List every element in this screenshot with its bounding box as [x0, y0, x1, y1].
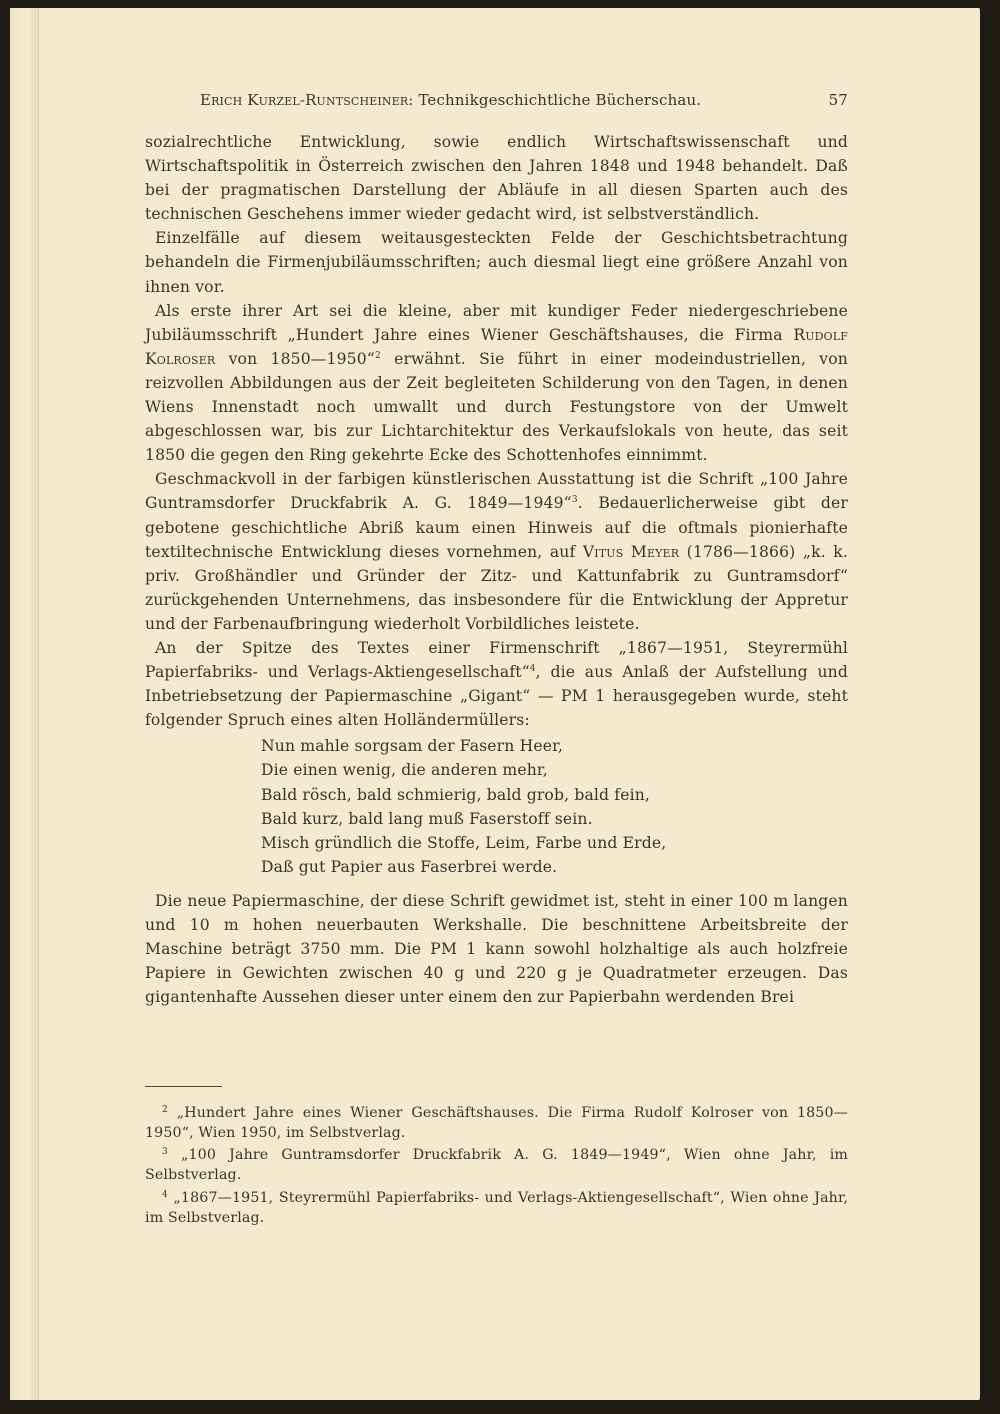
footnote-number: 3 [162, 1147, 168, 1158]
paragraph [145, 636, 848, 732]
footnote-number: 4 [162, 1189, 168, 1200]
paragraph: Die neue Papiermaschine, der diese Schrift gewidmet ist, steht in einer 100 m langen und 10 m hohen neuerbauten Werkshalle. Die beschnittene Arbeitsbreite der Maschine beträgt 3750 mm. Die PM 1 kann sowohl holzhaltige als auch holzfreie Papiere in Gewichten zwischen 40 g und 220 g je Quadratmeter erzeugen. Das gigantenhafte Aussehen dieser unter einem den zur Papierbahn werdenden Brei [145, 891, 848, 1007]
paragraph [145, 299, 848, 468]
book-page [10, 8, 980, 1400]
paragraph-text: , die aus Anlaß der Aufstellung und Inbetriebsetzung der Papiermaschine „Gigant“ — PM 1 herausgegeben wurde, steht folgender Spruch eines alten Holländermüllers: [145, 663, 848, 730]
footnote-divider [145, 1086, 222, 1087]
paragraph-text: (1786—1866) „k. k. priv. Großhändler und Gründer der Zitz- und Kattunfabrik zu Guntramsdorf“ zurückgehenden Unternehmens, das insbesondere für die Entwicklung der Appretur und der Farbenaufbringung wiederholt Vorbildliches leistete. [145, 542, 848, 633]
poem-line: Misch gründlich die Stoffe, Leim, Farbe und Erde, [261, 833, 667, 852]
footnote [145, 1186, 848, 1228]
running-head [200, 91, 848, 109]
paragraph-text: Als erste ihrer Art sei die kleine, aber mit kundiger Feder niedergeschriebene Jubiläumsschrift „Hundert Jahre eines Wiener Geschäftshauses, die Firma [145, 301, 848, 344]
paragraph-text: von 1850—1950“ [215, 349, 375, 368]
poem-line: Nun mahle sorgsam der Fasern Heer, [261, 737, 564, 756]
paragraph: Einzelfälle auf diesem weitausgesteckten Felde der Geschichtsbetrachtung behandeln die Firmenjubiläumsschriften; auch diesmal liegt eine größere Anzahl von ihnen vor. [145, 229, 848, 296]
poem-line: Daß gut Papier aus Faserbrei werde. [261, 857, 558, 876]
footnote-number: 2 [162, 1105, 168, 1115]
page-number: 57 [828, 91, 848, 109]
poem-line: Die einen wenig, die anderen mehr, [261, 761, 548, 780]
paragraph-text: An der Spitze des Textes einer Firmenschrift „1867—1951, Steyrermühl Papierfabriks- und Verlags-Aktiengesellschaft“ [145, 638, 848, 682]
footnote-text: „100 Jahre Guntramsdorfer Druckfabrik A. G. 1849—1949“, Wien ohne Jahr, im Selbstverlag. [145, 1147, 848, 1184]
footnote-text: „1867—1951, Steyrermühl Papierfabriks- und Verlags-Aktiengesellschaft“, Wien ohne Jahr, im Selbstverlag. [145, 1189, 848, 1226]
running-head-separator: : [408, 91, 414, 109]
running-head-title [200, 91, 701, 109]
body-text [145, 130, 848, 1009]
author-name: Erich Kurzel-Runtscheiner [200, 91, 409, 109]
person-name: Vitus Meyer [582, 542, 680, 561]
footnote-text: „Hundert Jahre eines Wiener Geschäftshauses. Die Firma Rudolf Kolroser von 1850—1950“, Wien 1950, im Selbstverlag. [145, 1105, 848, 1141]
footnote-ref[interactable]: 2 [374, 350, 381, 361]
person-name: Rudolf Kolroser [145, 325, 848, 368]
paragraph-text: . Bedauerlicherweise gibt der gebotene geschichtliche Abriß kaum einen Hinweis auf die oftmals pionierhafte textiltechnische Entwicklung dieses vornehmen, auf [145, 494, 849, 561]
footnote-ref[interactable]: 4 [529, 664, 536, 675]
article-title: Technikgeschichtliche Bücherschau. [418, 91, 702, 109]
poem-line: Bald rösch, bald schmierig, bald grob, bald fein, [261, 785, 651, 804]
page-gutter [10, 8, 39, 1400]
footnote-ref[interactable]: 3 [571, 495, 578, 506]
paragraph-text: erwähnt. Sie führt in einer modeindustriellen, von reizvollen Abbildungen aus der Zeit begleiteten Schilderung von den Tagen, in denen Wiens Innenstadt noch umwallt und durch Festungstore von der Umwelt abgeschlossen war, bis zur Lichtarchitektur des Verkaufslokals von heute, das seit 1850 die gegen den Ring gekehrte Ecke des Schottenhofes einnimmt. [145, 349, 848, 465]
footnote [145, 1101, 848, 1143]
footnotes [145, 1101, 848, 1228]
footnote [145, 1143, 848, 1185]
paragraph [145, 467, 848, 636]
paragraph: sozialrechtliche Entwicklung, sowie endlich Wirtschaftswissenschaft und Wirtschaftspolitik in Österreich zwischen den Jahren 1848 und 1948 behandelt. Daß bei der pragmatischen Darstellung der Abläufe in all diesen Sparten auch des technischen Geschehens immer wieder gedacht wird, ist selbstverständlich. [145, 133, 848, 224]
paragraph-text: Geschmackvoll in der farbigen künstlerischen Ausstattung ist die Schrift „100 Jahre Guntramsdorfer Druckfabrik A. G. 1849—1949“ [145, 470, 848, 513]
poem-line: Bald kurz, bald lang muß Faserstoff sein. [261, 809, 593, 828]
poem [261, 734, 848, 879]
